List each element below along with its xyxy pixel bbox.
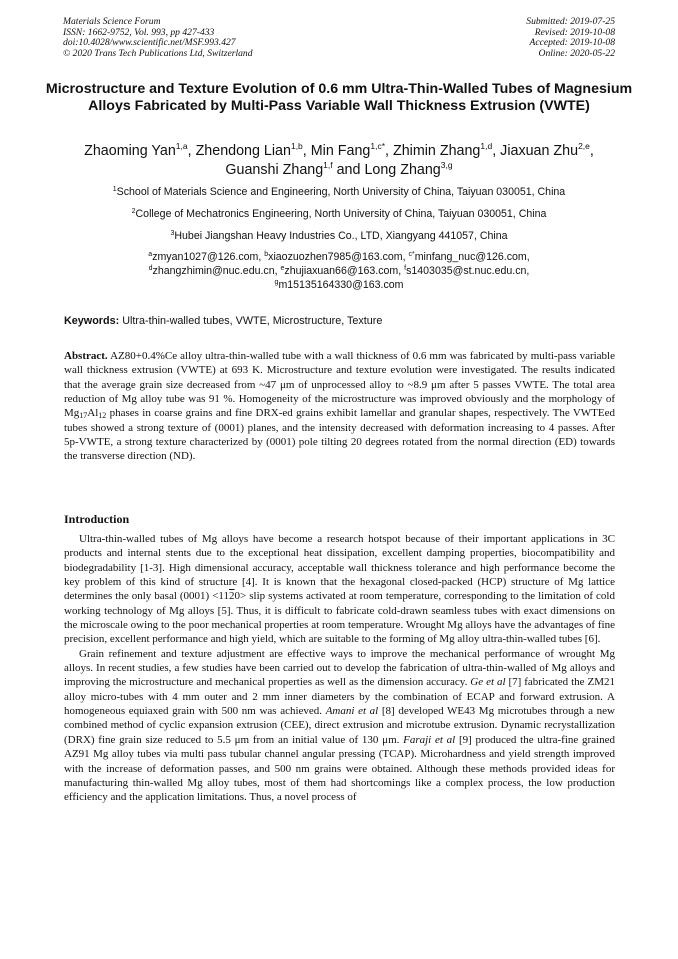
author-name: Zhendong Lian	[195, 143, 291, 159]
abstract	[64, 349, 615, 464]
author-emails	[40, 251, 638, 292]
email-mark: e	[280, 264, 285, 272]
author-separator: and	[332, 162, 365, 178]
journal-info	[63, 17, 253, 59]
author-affiliation-mark: 2,e	[578, 141, 590, 151]
email-address[interactable]: minfang_nuc@126.com,	[414, 251, 530, 263]
abstract-text: phases in coarse grains and fine DRX-ed grains exhibit lamellar and granular shapes, respectively. The VWTEed tubes showed a strong texture of (0001) planes, and the intensity decreased with deformation increasing to 4 passes. After 5p-VWTE, a strong texture characterized by (0001) pole tilting 20 degrees rotated from the normal direction (ED) towards the transverse direction (ND).	[64, 407, 615, 463]
email-mark: a	[148, 251, 153, 258]
doi-line[interactable]: doi:10.4028/www.scientific.net/MSF.993.427	[63, 37, 236, 49]
author-separator: ,	[385, 143, 393, 159]
affiliation-text: School of Materials Science and Engineering, North University of China, Taiyuan 030051, China	[116, 186, 566, 198]
submitted-date: Submitted: 2019-07-25	[526, 16, 615, 27]
citation-author: Faraji et al	[403, 733, 456, 746]
section-heading-introduction: Introduction	[64, 512, 130, 526]
email-address[interactable]: zmyan1027@126.com,	[152, 251, 265, 263]
author-separator: ,	[302, 143, 311, 159]
paragraph-text: [7] fabricated the ZM21 alloy micro-tubes with 4 mm outer and 2 mm inner diameters by the combination of ECAP and forward extrusion. A homogeneous equiaxed grain with 500 nm was achieved.	[64, 676, 615, 718]
author-affiliation-mark: 1,a	[175, 141, 188, 151]
keywords	[64, 315, 382, 327]
author-affiliation-mark: 1,f	[323, 160, 333, 170]
author-affiliation-mark: 1,b	[290, 141, 303, 151]
affiliation-1	[40, 186, 638, 199]
accepted-date: Accepted: 2019-10-08	[529, 37, 615, 49]
author-separator: ,	[492, 143, 501, 159]
email-mark: d	[148, 264, 153, 272]
author-affiliation-mark: 1,d	[480, 141, 493, 151]
abstract-label: Abstract.	[64, 350, 108, 362]
affiliation-3	[40, 230, 638, 243]
paragraph-text: [9] produced the ultra-fine grained AZ91 Mg alloy tubes via multi pass tubular channel angular pressing (TCAP). Microhardness and yield strength improved with the increase of deformation passes, and 500 nm grains were obtained. Although these methods provided ideas for manufacturing thin-walled Mg alloy tubes, most of them had shortcomings like a complex process, the low production efficiency and the application limitations. Thus, a novel process of	[64, 733, 615, 804]
overbar-index: 2	[229, 590, 235, 603]
journal-name: Materials Science Forum	[63, 16, 161, 27]
subscript: 17	[79, 411, 88, 421]
email-address[interactable]: s1403035@st.nuc.edu.cn,	[406, 264, 530, 277]
paper-title: Microstructure and Texture Evolution of 0.6 mm Ultra-Thin-Walled Tubes of Magnesium Alloys Fabricated by Multi-Pass Variable Wall Thickness Extrusion (VWTE)	[45, 81, 633, 114]
paragraph	[64, 532, 615, 647]
abstract-text: AZ80+0.4%Ce alloy ultra-thin-walled tube with a wall thickness of 0.6 mm was fabricated by multi-pass variable wall thickness extrusion (VWTE) at 693 K. Microstructure and texture evolution were investigated. The results indicated that the average grain size decreased from ~47 μm of unprocessed alloy to ~8.9 μm after 5 passes VWTE. The total area reduction of Mg alloy tube was 91 %. Homogeneity of the microstructure was improved obviously and the morphology of Mg	[64, 350, 615, 420]
author-name: Guanshi Zhang	[225, 162, 324, 178]
paragraph-text: [8] developed WE43 Mg microtubes through a new combined method of cyclic expansion extrusion (CEE), direct extrusion and microtube extrusion. Dynamic recrystallization (DRX) fine grain size reduced to 5.5 μm from an initial value of 130 μm.	[64, 705, 615, 746]
affiliation-mark: 3	[170, 230, 175, 237]
author-name: Zhimin Zhang	[392, 143, 481, 159]
author-name: Zhaoming Yan	[84, 143, 176, 159]
author-separator: ,	[589, 143, 594, 159]
email-line	[40, 279, 638, 293]
citation-author: Amani et al	[325, 705, 379, 718]
email-mark: b	[264, 251, 269, 258]
introduction-body	[64, 532, 615, 805]
email-line	[40, 265, 638, 279]
abstract-text: Al	[87, 407, 99, 420]
author-name: Min Fang	[310, 143, 371, 159]
publication-dates	[526, 17, 615, 59]
author-name: Jiaxuan Zhu	[500, 143, 579, 159]
revised-date: Revised: 2019-10-08	[534, 26, 615, 38]
subscript: 12	[98, 411, 107, 421]
issn-line: ISSN: 1662-9752, Vol. 993, pp 427-433	[63, 26, 215, 38]
paragraph-text: Grain refinement and texture adjustment are effective ways to improve the mechanical performance of wrought Mg alloys. In recent studies, a few studies have been carried out to develop the fabrication of ultra-thin-walled of Mg alloys and improving the microstructure and mechanical properties as well as the dimension accuracy.	[64, 647, 615, 689]
affiliation-mark: 1	[112, 186, 117, 193]
email-address[interactable]: xiaozuozhen7985@163.com,	[268, 251, 409, 263]
email-mark: f	[404, 264, 407, 272]
copyright-line: © 2020 Trans Tech Publications Ltd, Switzerland	[63, 47, 253, 59]
paragraph	[64, 647, 615, 805]
author-affiliation-mark: 1,c*	[370, 141, 386, 151]
email-address[interactable]: zhujiaxuan66@163.com,	[284, 264, 405, 277]
author-affiliation-mark: 3,g	[440, 160, 453, 170]
affiliation-text: College of Mechatronics Engineering, North University of China, Taiyuan 030051, China	[135, 208, 547, 220]
paragraph-text: 0> slip systems activated at room temperature, corresponding to the limitation of cold working technology of Mg alloys [5]. Thus, it is difficult to fabricate cold-drawn seamless tubes with exact dimensions on the microscale owing to the poor mechanical properties at room temperature. Wrought Mg alloys have the advantages of fine precision, excellent performance and high yield, which are suitable to the forming of Mg alloy ultra-thin-walled tubes [6].	[64, 590, 615, 646]
paragraph-text: Ultra-thin-walled tubes of Mg alloys have become a research hotspot because of their important applications in 3C products and internal stents due to the exceptional heat dissipation, excellent damping properties, biocompatibility and biodegradability [1-3]. High dimensional accuracy, acceptable wall thickness tolerance and high performance become the key problem of this kind of structure [4]. It is known that the hexagonal closed-packed (HCP) structure of Mg lattice determines the only basal (0001) <11	[64, 533, 615, 603]
online-date: Online: 2020-05-22	[538, 47, 615, 59]
email-address[interactable]: zhangzhimin@nuc.edu.cn,	[152, 264, 281, 277]
affiliation-2	[40, 208, 638, 221]
keywords-label: Keywords:	[64, 315, 120, 327]
affiliation-mark: 2	[131, 208, 136, 215]
author-name: Long Zhang	[364, 162, 441, 178]
email-mark: g	[274, 278, 279, 286]
author-separator: ,	[187, 143, 196, 159]
author-list	[40, 142, 638, 180]
email-line	[40, 251, 638, 265]
affiliation-text: Hubei Jiangshan Heavy Industries Co., LTD, Xiangyang 441057, China	[174, 230, 508, 242]
keywords-text: Ultra-thin-walled tubes, VWTE, Microstructure, Texture	[119, 315, 383, 327]
citation-author: Ge et al	[470, 676, 506, 689]
email-mark: c*	[408, 251, 415, 258]
email-address[interactable]: m15135164330@163.com	[278, 278, 404, 291]
